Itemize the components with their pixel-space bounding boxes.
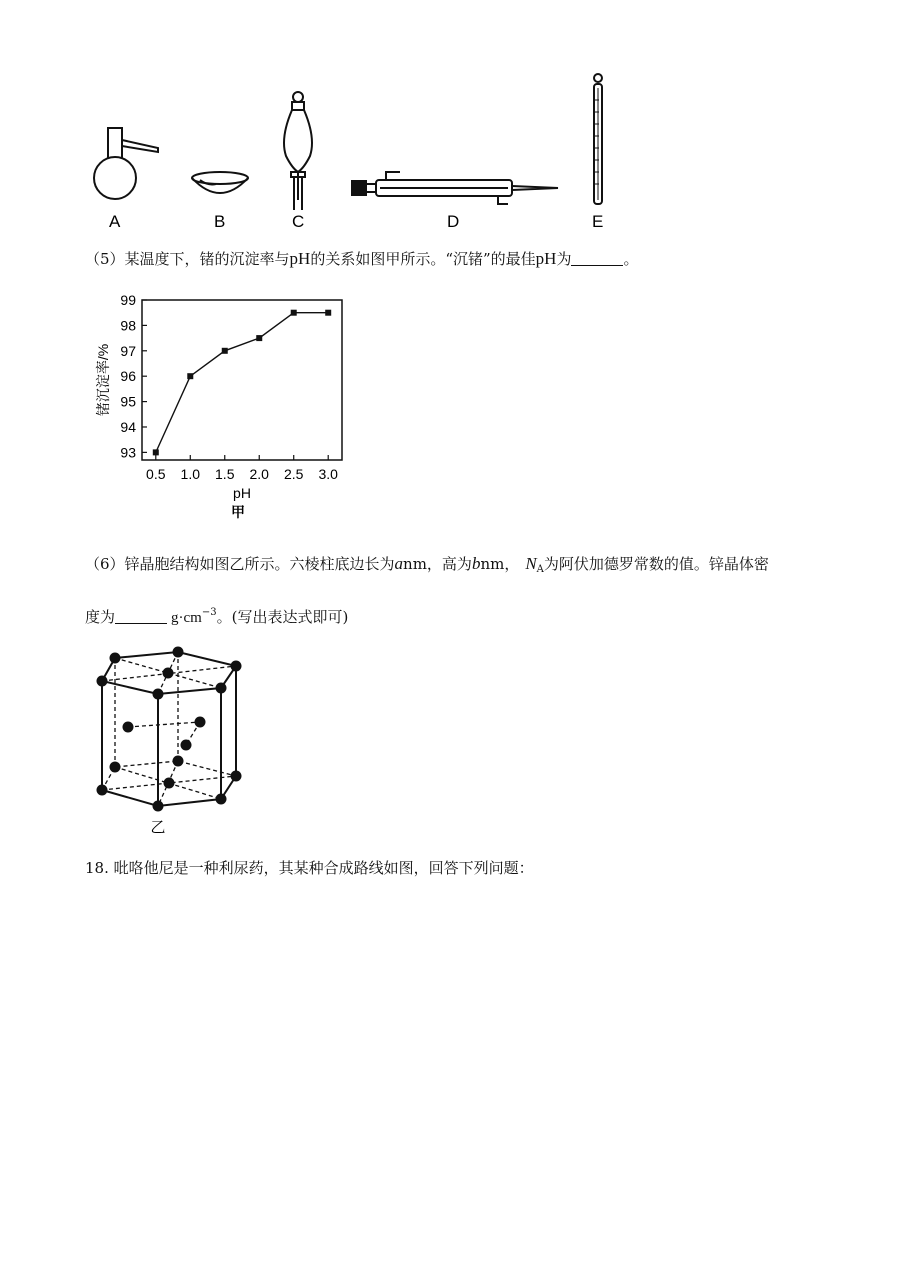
data-point (291, 310, 297, 316)
question-6-line-2 (85, 602, 348, 629)
series-line (156, 313, 328, 453)
data-point (187, 373, 193, 379)
zinc-unit-cell-figure (90, 640, 260, 840)
question-6-line-1 (85, 553, 769, 581)
question-5 (85, 248, 638, 270)
y-tick-label: 93 (120, 444, 136, 461)
chart-x-ticks (146, 455, 338, 482)
y-tick-label: 95 (120, 393, 136, 410)
apparatus-label-b: B (214, 212, 226, 231)
apparatus-label-d: D (447, 212, 460, 231)
ge-precipitation-chart (90, 290, 360, 530)
q6-unit-nm1: nm，高为 (403, 555, 472, 573)
separatory-funnel-icon (284, 92, 312, 210)
chart-y-ticks (120, 292, 147, 460)
q5-ph2: pH (535, 249, 557, 268)
data-point (256, 335, 262, 341)
q6-answer-blank[interactable] (115, 609, 167, 624)
q6-var-n-sub: A (536, 564, 544, 575)
y-tick-label: 94 (120, 418, 136, 435)
q5-end: 。 (623, 250, 639, 268)
q6-unit-g: g·cm (171, 610, 202, 626)
x-tick-label: 0.5 (146, 466, 166, 482)
chart-caption: 甲 (231, 504, 245, 520)
y-tick-label: 97 (120, 342, 136, 359)
q6-line1-b: 为阿伏加德罗常数的值。锌晶体密 (543, 555, 769, 573)
apparatus-label-e: E (592, 212, 604, 231)
y-tick-label: 98 (120, 317, 136, 334)
q6-var-a: a (394, 554, 404, 573)
q6-var-b: b (471, 554, 481, 573)
crystal-caption: 乙 (150, 819, 166, 836)
question-18 (85, 857, 534, 879)
x-tick-label: 2.0 (249, 466, 269, 482)
q18-text: 18. 吡咯他尼是一种利尿药，其某种合成路线如图，回答下列问题： (85, 859, 534, 877)
apparatus-figure (80, 60, 640, 240)
y-tick-label: 96 (120, 368, 136, 385)
chart-frame (142, 300, 342, 460)
x-tick-label: 1.5 (215, 466, 235, 482)
data-point (222, 348, 228, 354)
q6-line2-b: 。(写出表达式即可) (216, 608, 349, 626)
x-tick-label: 2.5 (283, 466, 304, 482)
apparatus-label-a: A (109, 212, 121, 231)
chart-axes (142, 300, 342, 460)
q5-middle: 的关系如图甲所示。“沉锗”的最佳 (310, 250, 536, 268)
q5-prefix: （5）某温度下，锗的沉淀率与 (85, 250, 290, 268)
q5-suffix: 为 (556, 250, 572, 268)
data-point (153, 449, 159, 455)
x-tick-label: 3.0 (318, 466, 338, 482)
q6-line1-a: （6）锌晶胞结构如图乙所示。六棱柱底边长为 (85, 555, 395, 573)
chart-y-label: 锗沉淀率/% (95, 343, 111, 417)
apparatus-label-c: C (292, 212, 305, 231)
thermometer-icon (594, 74, 602, 204)
q6-line2-a: 度为 (85, 608, 116, 626)
q6-var-n: N (525, 554, 537, 573)
q5-answer-blank[interactable] (571, 251, 623, 266)
q6-unit-nm2: nm， (480, 555, 520, 573)
y-tick-label: 99 (120, 292, 136, 308)
condenser-icon (352, 172, 558, 204)
x-tick-label: 1.0 (180, 466, 201, 482)
chart-x-label: pH (233, 485, 251, 501)
chart-series (153, 310, 331, 456)
atoms (97, 647, 242, 812)
q5-ph: pH (289, 249, 311, 268)
distilling-flask-icon (94, 128, 158, 199)
q6-unit-exp: −3 (201, 607, 217, 618)
data-point (325, 310, 331, 316)
evaporating-dish-icon (192, 172, 248, 193)
